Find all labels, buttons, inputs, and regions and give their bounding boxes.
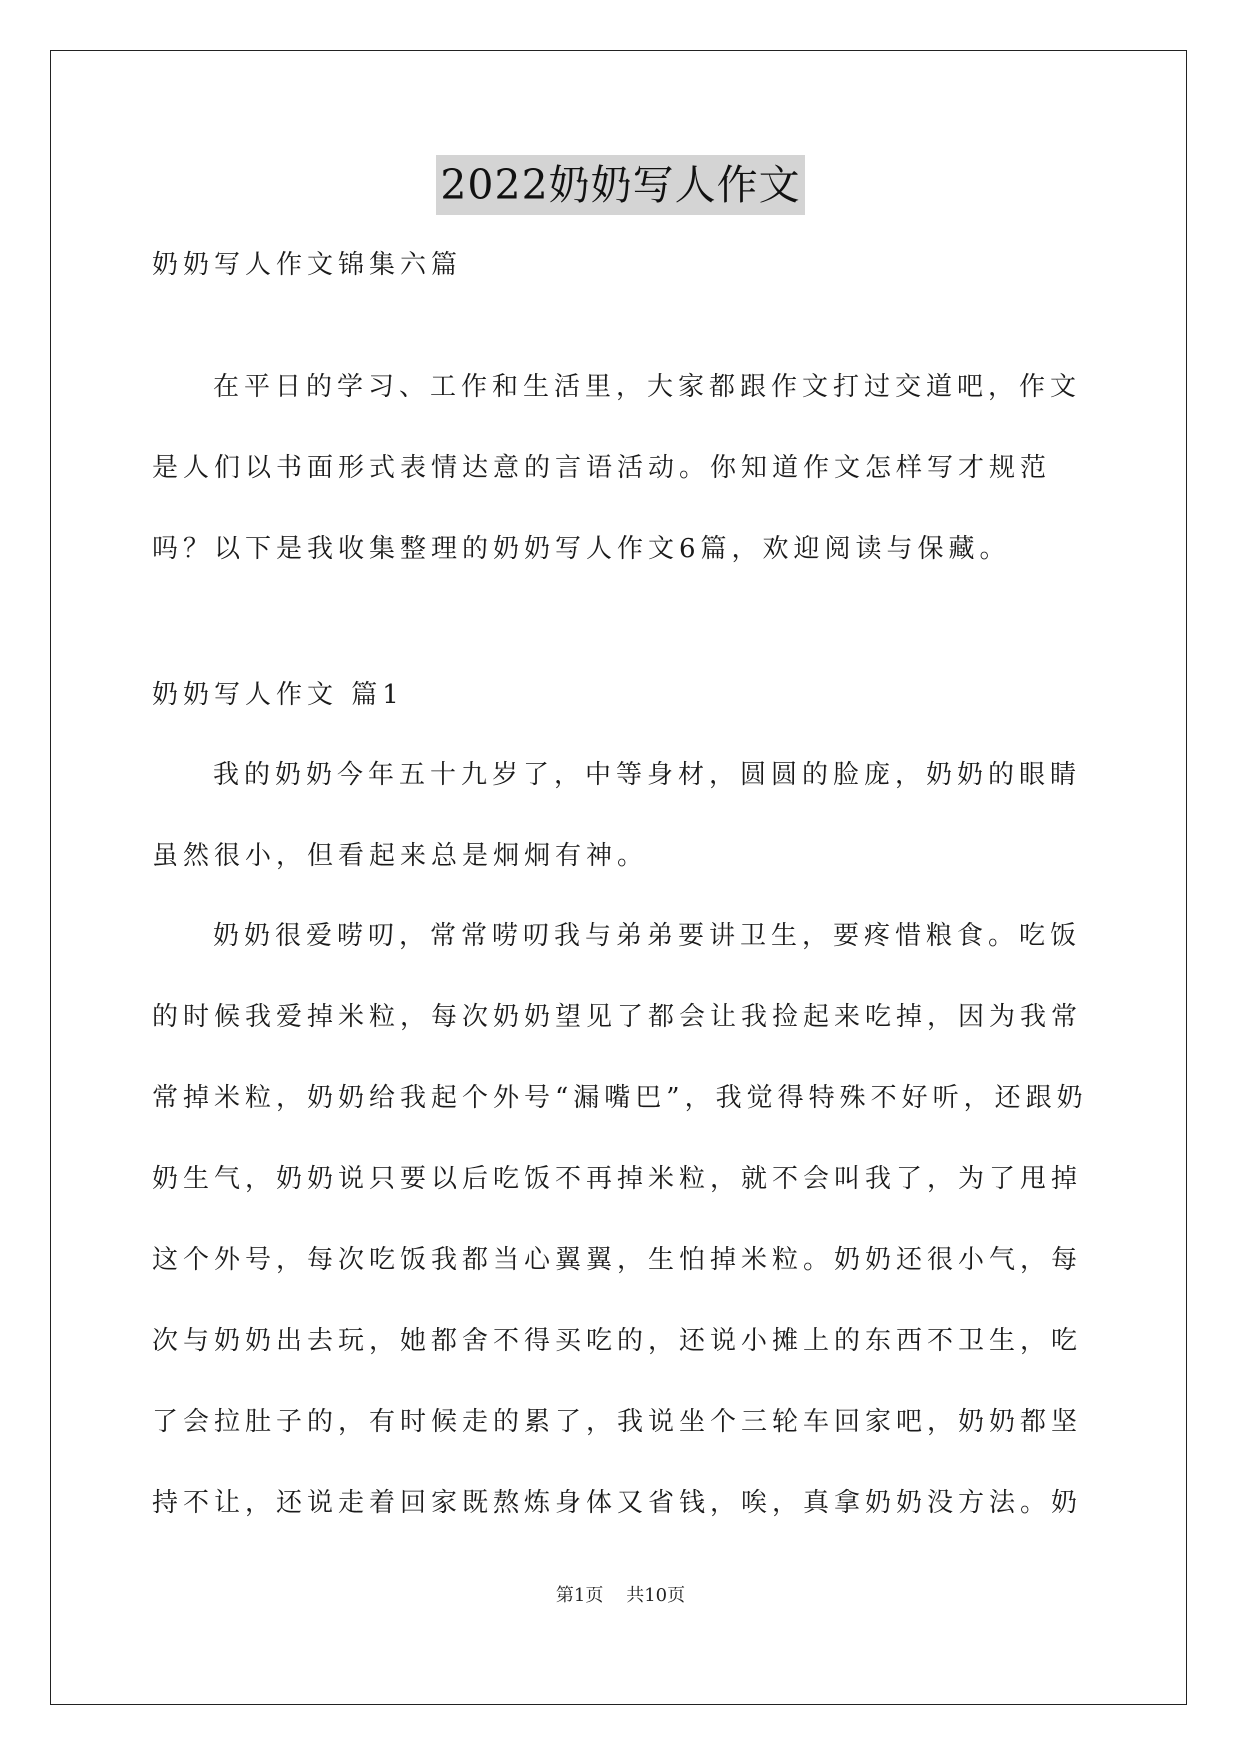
body-paragraph-2: 奶奶很爱唠叨，常常唠叨我与弟弟要讲卫生，要疼惜粮食。吃饭的时候我爱掉米粒，每次奶奶望见了都会让我捡起来吃掉，因为我常常掉米粒，奶奶给我起个外号“漏嘴巴”，我觉得特殊不好听，还跟奶奶生气，奶奶说只要以后吃饭不再掉米粒，就不会叫我了，为了甩掉这个外号，每次吃饭我都当心翼翼，生怕掉米粒。奶奶还很小气，每次与奶奶出去玩，她都舍不得买吃的，还说小摊上的东西不卫生，吃了会拉肚子的，有时候走的累了，我说坐个三轮车回家吧，奶奶都坚持不让，还说走着回家既熬炼身体又省钱，唉，真拿奶奶没方法。奶 (152, 921, 1088, 1518)
title-container (0, 155, 1241, 215)
document-subtitle: 奶奶写人作文锦集六篇 (152, 250, 463, 280)
intro-paragraph: 在平日的学习、工作和生活里，大家都跟作文打过交道吧，作文是人们以书面形式表情达意的言语活动。你知道作文怎样写才规范吗？以下是我收集整理的奶奶写人作文6篇，欢迎阅读与保藏。 (152, 372, 1082, 564)
total-pages: 共10页 (626, 1585, 686, 1606)
body-paragraph-1: 我的奶奶今年五十九岁了，中等身材，圆圆的脸庞，奶奶的眼睛虽然很小，但看起来总是炯炯有神。 (152, 760, 1082, 871)
section-heading: 奶奶写人作文 篇1 (152, 680, 404, 710)
page-footer (0, 1584, 1241, 1608)
page-number: 第1页 (555, 1585, 604, 1606)
document-title: 2022奶奶写人作文 (436, 155, 804, 215)
